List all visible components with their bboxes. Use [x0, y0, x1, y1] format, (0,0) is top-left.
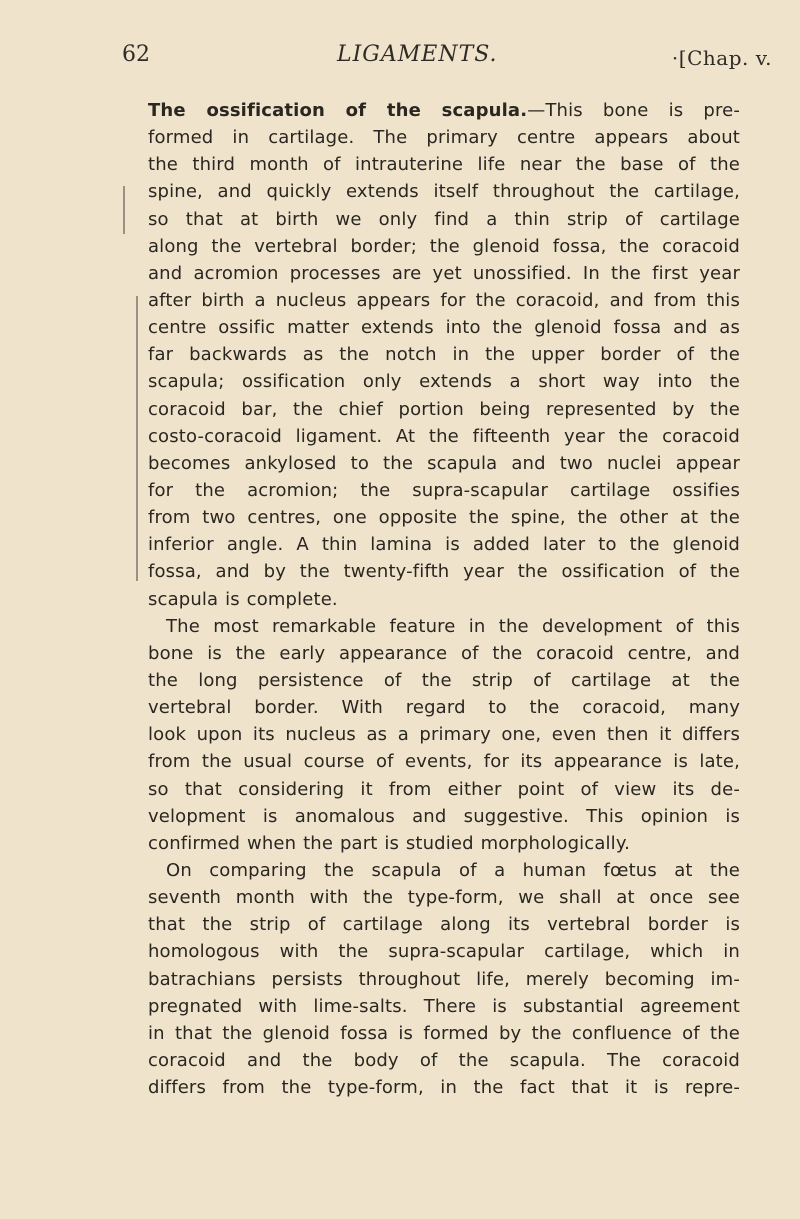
text-line: scapula is complete.: [148, 588, 338, 610]
chapter-label: ·[Chap. v.: [671, 46, 772, 70]
text-line: that the strip of cartilage along its vertebral border is: [148, 914, 740, 936]
text-line: the third month of intrauterine life near the base of the: [148, 154, 740, 176]
page-header: [122, 42, 772, 76]
text-line: so that at birth we only find a thin strip of cartilage: [148, 208, 740, 230]
text-line: bone is the early appearance of the coracoid centre, and: [148, 642, 740, 664]
text-line: the long persistence of the strip of cartilage at the: [148, 669, 740, 691]
page-number: 62: [122, 42, 150, 67]
text-line: centre ossific matter extends into the glenoid fossa and as: [148, 317, 740, 339]
text-line: so that considering it from either point of view its de-: [148, 778, 740, 800]
text-line: scapula; ossification only extends a short way into the: [148, 371, 740, 393]
heading-continuation: —This bone is pre-: [527, 100, 740, 121]
text-line: fossa, and by the twenty-fifth year the ossification of the: [148, 561, 740, 583]
text-line: along the vertebral border; the glenoid fossa, the coracoid: [148, 235, 740, 257]
text-line: differs from the type-form, in the fact that it is repre-: [148, 1077, 740, 1099]
section-heading: The ossification of the scapula.: [148, 100, 528, 121]
text-line: coracoid bar, the chief portion being represented by the: [148, 398, 740, 420]
paragraph-first-line: The most remarkable feature in the development of this: [166, 615, 740, 637]
text-line: inferior angle. A thin lamina is added later to the glenoid: [148, 534, 740, 556]
text-line: look upon its nucleus as a primary one, even then it differs: [148, 724, 740, 746]
body-text: [148, 97, 740, 1101]
text-line: formed in cartilage. The primary centre appears about: [148, 127, 740, 149]
text-line: confirmed when the part is studied morphologically.: [148, 832, 630, 854]
text-line: velopment is anomalous and suggestive. This opinion is: [148, 805, 740, 827]
text-line: homologous with the supra-scapular cartilage, which in: [148, 941, 740, 963]
text-line: from two centres, one opposite the spine, the other at the: [148, 507, 740, 529]
margin-pencil-mark: [136, 296, 138, 581]
text-line: batrachians persists throughout life, merely becoming im-: [148, 968, 740, 990]
text-line: seventh month with the type-form, we shall at once see: [148, 887, 740, 909]
text-line: spine, and quickly extends itself throughout the cartilage,: [148, 181, 740, 203]
text-line: and acromion processes are yet unossified. In the first year: [148, 262, 740, 284]
text-line: costo-coracoid ligament. At the fifteenth year the coracoid: [148, 425, 740, 447]
text-line: pregnated with lime-salts. There is substantial agreement: [148, 995, 740, 1017]
text-line: coracoid and the body of the scapula. The coracoid: [148, 1049, 740, 1071]
running-title: LIGAMENTS.: [337, 42, 498, 67]
paragraph-first-line: On comparing the scapula of a human fœtus at the: [166, 859, 740, 881]
text-line: after birth a nucleus appears for the coracoid, and from this: [148, 289, 740, 311]
text-line: from the usual course of events, for its appearance is late,: [148, 751, 740, 773]
text-line: becomes ankylosed to the scapula and two nuclei appear: [148, 452, 740, 474]
text-line: far backwards as the notch in the upper border of the: [148, 344, 740, 366]
text-line: for the acromion; the supra-scapular cartilage ossifies: [148, 479, 740, 501]
text-line: [148, 97, 740, 124]
text-line: vertebral border. With regard to the coracoid, many: [148, 697, 740, 719]
text-line: in that the glenoid fossa is formed by the confluence of the: [148, 1022, 740, 1044]
margin-pencil-mark: [123, 186, 125, 234]
